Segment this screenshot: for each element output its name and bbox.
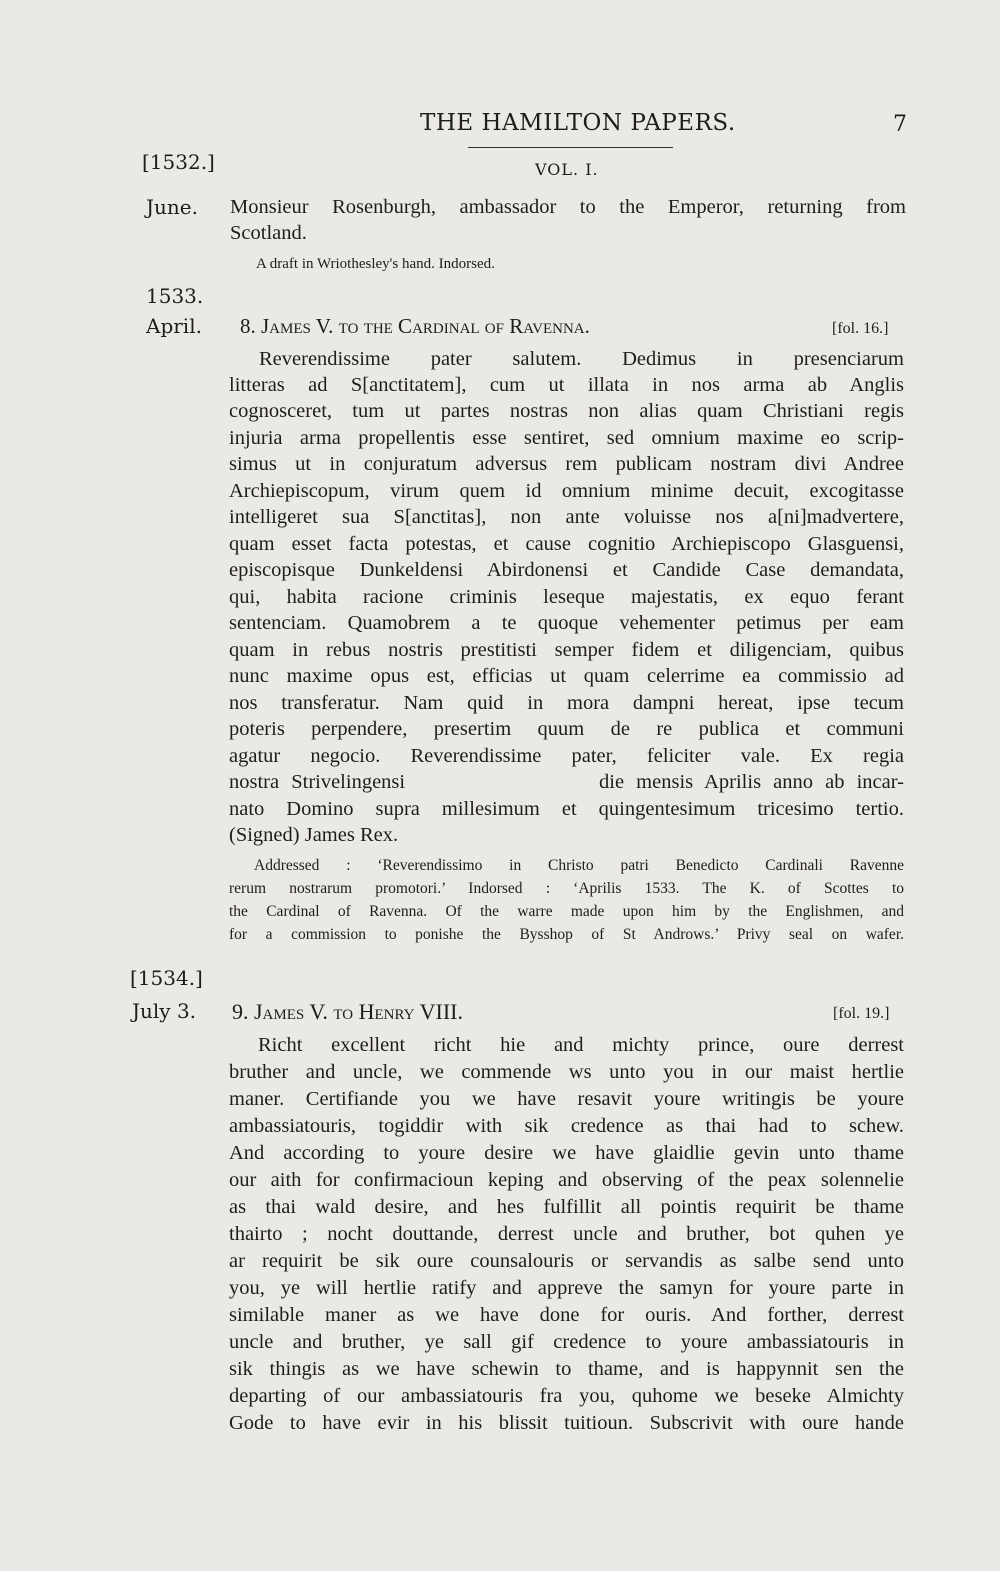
letter-9-line: Gode to have evir in his blissit tuitioun. Subscrivit with oure hande [229,1412,904,1434]
letter-9-line: our aith for confirmacioun keping and observing of the peax solennelie [229,1169,904,1191]
letter-8-line: Reverendissime pater salutem. Dedimus in presenciarum [259,348,904,370]
letter-8-line: nos transferatur. Nam quid in mora dampni hereat, ipse tecum [229,692,904,714]
letter-8-signature: (Signed) James Rex. [229,824,399,846]
entry-june-note: A draft in Wriothesley's hand. Indorsed. [256,256,495,272]
margin-year-1533: 1533. [146,284,204,308]
letter-8-line: nostra Strivelingensi die mensis Aprilis anno ab incar- [229,771,904,793]
letter-8-line: sentenciam. Quamobrem a te quoque vehementer petimus per eam [229,612,904,634]
letter-8-line: injuria arma propellentis esse sentiret, sed omnium maxime eo scrip- [229,427,904,449]
letter-9-line: as thai wald desire, and hes fulfillit all pointis requirit be thame [229,1196,904,1218]
letter-8-note-line: for a commission to ponishe the Bysshop of St Androws.’ Privy seal on wafer. [229,926,904,943]
letter-9-line: thairto ; nocht douttande, derrest uncle and bruther, bot quhen ye [229,1223,904,1245]
letter-9-folio: [fol. 19.] [833,1005,890,1022]
letter-8-heading: 8. James V. to the Cardinal of Ravenna. [240,314,590,338]
letter-9-line: And according to youre desire we have glaidlie gevin unto thame [229,1142,904,1164]
letter-8-line: intelligeret sua S[anctitas], non ante voluisse nos a[ni]madvertere, [229,506,904,528]
letter-9-line: sik thingis as we have schewin to thame, and is happynnit sen the [229,1358,904,1380]
letter-8-line: poteris perpendere, presertim quum de re publica et communi [229,718,904,740]
header-rule [468,147,673,148]
page-number: 7 [893,112,907,137]
letter-8-line: agatur negocio. Reverendissime pater, feliciter vale. Ex regia [229,745,904,767]
letter-9-line: uncle and bruther, ye sall gif credence to youre ambassiatouris in [229,1331,904,1353]
letter-9-line: you, ye will hertlie ratify and appreve the samyn for youre parte in [229,1277,904,1299]
letter-8-line: cognosceret, tum ut partes nostras non alias quam Christiani regis [229,400,904,422]
letter-9-line: maner. Certifiande you we have resavit youre writingis be youre [229,1088,904,1110]
margin-date-april: April. [146,314,202,338]
letter-8-line: litteras ad S[anctitatem], cum ut illata in nos arma ab Anglis [229,374,904,396]
letter-9-line: departing of our ambassiatouris fra you, quhome we beseke Almichty [229,1385,904,1407]
letter-8-note-line: Addressed : ‘Reverendissimo in Christo patri Benedicto Cardinali Ravenne [254,857,904,874]
letter-8-line: quam esset facta potestas, et cause cognitio Archiepiscopo Glasguensi, [229,533,904,555]
margin-year-1534: [1534.] [130,966,203,990]
margin-year-1532: [1532.] [142,150,215,174]
letter-9-line: Richt excellent richt hie and michty prince, oure derrest [258,1034,904,1056]
letter-8-note-line: the Cardinal of Ravenna. Of the warre made upon him by the Englishmen, and [229,903,904,920]
letter-8-folio: [fol. 16.] [832,320,889,337]
volume-label: VOL. I. [535,160,599,179]
letter-9-heading: 9. James V. to Henry VIII. [232,999,463,1024]
letter-8-line: episcopisque Dunkeldensi Abirdonensi et Candide Case demandata, [229,559,904,581]
margin-date-july-3: July 3. [132,999,197,1023]
entry-june-line: Monsieur Rosenburgh, ambassador to the Emperor, returning from [230,196,906,218]
running-header-title: THE HAMILTON PAPERS. [420,110,736,136]
letter-8-note-line: rerum nostrarum promotori.’ Indorsed : ‘Aprilis 1533. The K. of Scottes to [229,880,904,897]
letter-8-line: qui, habita racione criminis leseque majestatis, ex equo ferant [229,586,904,608]
letter-9-line: ar requirit be sik oure counsalouris or servandis as salbe send unto [229,1250,904,1272]
letter-8-line: quam in rebus nostris prestitisti semper fidem et diligenciam, quibus [229,639,904,661]
letter-9-line: similable maner as we have done for ouris. And forther, derrest [229,1304,904,1326]
letter-8-line: nunc maxime opus est, efficias ut quam celerrime ea commissio ad [229,665,904,687]
letter-9-line: bruther and uncle, we commende ws unto you in our maist hertlie [229,1061,904,1083]
entry-june-line: Scotland. [230,222,307,244]
letter-8-line: Archiepiscopum, virum quem id omnium minime decuit, excogitasse [229,480,904,502]
letter-8-line: nato Domino supra millesimum et quingentesimum tricesimo tertio. [229,798,904,820]
letter-8-line: simus ut in conjuratum adversus rem publicam nostram divi Andree [229,453,904,475]
letter-9-line: ambassiatouris, togiddir with sik credence as thai had to schew. [229,1115,904,1137]
margin-date-june: June. [146,195,198,219]
